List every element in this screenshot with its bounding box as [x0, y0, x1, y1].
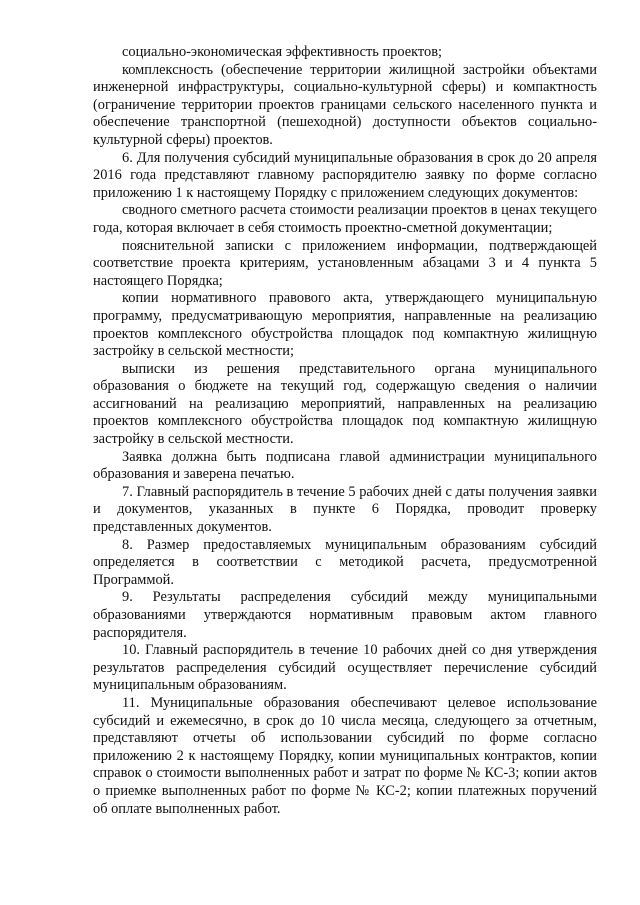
paragraph-item-8: 8. Размер предоставляемых муниципальным образованиям субсидий определяется в соответствии с методикой расчета, предусмотренной Программой.	[93, 536, 597, 588]
paragraph-legal-act-copy: копии нормативного правового акта, утверждающего муниципальную программу, предусматривающую мероприятия, направленные на реализацию проектов комплексного обустройства площадок под компактную жилищную застройку в сельской местности;	[93, 290, 597, 360]
paragraph-item-7: 7. Главный распорядитель в течение 5 рабочих дней с даты получения заявки и документов, указанных в пункте 6 Порядка, проводит проверку представленных документов.	[93, 483, 597, 536]
paragraph-estimate: сводного сметного расчета стоимости реализации проектов в ценах текущего года, которая включает в себя стоимость проектно-сметной документации;	[93, 202, 597, 236]
document-body	[93, 44, 597, 818]
paragraph-criteria-efficiency: социально-экономическая эффективность проектов;	[122, 44, 443, 60]
paragraph-criteria-complexity: комплексность (обеспечение территории жилищной застройки объектами инженерной инфраструктуры, социально-культурной сферы) и компактность (ограничение территории проектов границами сельского населенного пункта и обеспечение транспортной (пешеходной) доступности объектов социально-культурной сферы) проектов.	[93, 61, 597, 148]
paragraph-item-10: 10. Главный распорядитель в течение 10 рабочих дней со дня утверждения результатов распределения субсидий осуществляет перечисление субсидий муниципальным образованиям.	[93, 642, 597, 694]
paragraph-item-6: 6. Для получения субсидий муниципальные образования в срок до 20 апреля 2016 года представляют главному распорядителю заявку по форме согласно приложению 1 к настоящему Порядку с приложением следующих документов:	[93, 149, 597, 201]
paragraph-application-signature: Заявка должна быть подписана главой администрации муниципального образования и заверена печатью.	[93, 448, 597, 483]
paragraph-item-9: 9. Результаты распределения субсидий между муниципальными образованиями утверждаются нормативным правовым актом главного распорядителя.	[93, 589, 597, 641]
paragraph-explanatory-note: пояснительной записки с приложением информации, подтверждающей соответствие проекта критериям, установленным абзацами 3 и 4 пункта 5 настоящего Порядка;	[93, 237, 597, 289]
paragraph-item-11: 11. Муниципальные образования обеспечивают целевое использование субсидий и ежемесячно, в срок до 10 числа месяца, следующего за отчетным, представляют отчеты об использовании субсидий по форме согласно приложению 2 к настоящему Порядку, копии муниципальных контрактов, копии справок о стоимости выполненных работ и затрат по форме № КС-3; копии актов о приемке выполненных работ по форме № КС-2; копии платежных поручений об оплате выполненных работ.	[93, 694, 597, 817]
paragraph-budget-extract: выписки из решения представительного органа муниципального образования о бюджете на текущий год, содержащую сведения о наличии ассигнований на реализацию мероприятий, направленных на реализацию проектов комплексного обустройства площадок под компактную жилищную застройку в сельской местности.	[93, 360, 597, 448]
